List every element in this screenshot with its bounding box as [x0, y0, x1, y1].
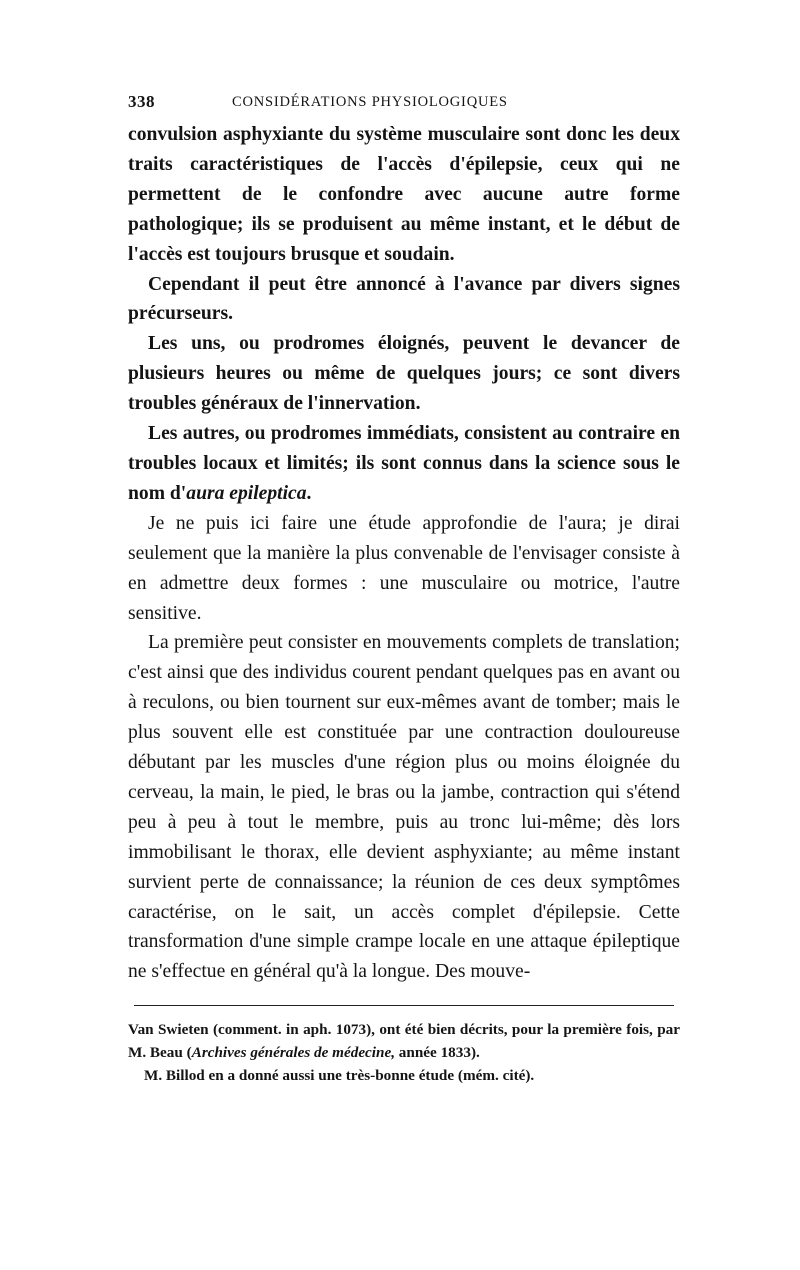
footnote-1-text: Van Swieten (comment. in aph. 1073), ont été bien décrits, pour la première fois, par M. Beau ( [128, 1021, 680, 1062]
running-head [128, 92, 680, 118]
footnotes [128, 1018, 680, 1087]
body-text [128, 120, 680, 987]
paragraph-2: Cependant il peut être annoncé à l'avance par divers signes précurseurs. [128, 273, 680, 325]
paragraph-1: convulsion asphyxiante du système musculaire sont donc les deux traits caractéristiques de l'accès d'épilepsie, ceux qui ne permettent de le confondre avec aucune autre forme pathologique; ils se produisent au même instant, et le début de l'accès est toujours brusque et soudain. [128, 124, 680, 265]
paragraph-4-text: Les autres, ou prodromes immédiats, consistent au contraire en troubles locaux et limités; ils sont connus dans la science sous le nom d' [128, 423, 680, 504]
footnote-1 [128, 1018, 680, 1064]
footnote-rule [134, 1005, 674, 1006]
footnote-1-end: année 1833). [395, 1044, 480, 1062]
aura-epileptica-term: aura epileptica [186, 482, 307, 504]
running-title: CONSIDÉRATIONS PHYSIOLOGIQUES [232, 94, 508, 110]
footnote-2: M. Billod en a donné aussi une très-bonne étude (mém. cité). [144, 1067, 535, 1085]
paragraph-5: Je ne puis ici faire une étude approfondie de l'aura; je dirai seulement que la manière la plus convenable de l'envisager consiste à en admettre deux formes : une musculaire ou motrice, l'autre sensitive. [128, 512, 680, 624]
page-number: 338 [128, 92, 155, 111]
paragraph-6: La première peut consister en mouvements complets de translation; c'est ainsi que des individus courent pendant quelques pas en avant ou à reculons, ou bien tournent sur eux-mêmes avant de tomber; mais le plus souvent elle est constituée par une contraction douloureuse débutant par les muscles d'une région plus ou moins éloignée du cerveau, la main, le pied, le bras ou la jambe, contraction qui s'étend peu à peu à tout le membre, puis au tronc lui-même; dès lors immobilisant le thorax, elle devient asphyxiante; au même instant survient perte de connaissance; la réunion de ces deux symptômes caractérise, on le sait, un accès complet d'épilepsie. Cette transformation d'une simple crampe locale en une attaque épileptique ne s'effectue en général qu'à la longue. Des mouve- [128, 632, 680, 983]
paragraph-4 [128, 419, 680, 509]
footnote-1-journal: Archives générales de médecine, [191, 1044, 395, 1062]
paragraph-4-end: . [306, 482, 312, 504]
paragraph-3: Les uns, ou prodromes éloignés, peuvent le devancer de plusieurs heures ou même de quelques jours; ce sont divers troubles généraux de l'innervation. [128, 333, 680, 415]
book-page [128, 92, 680, 1087]
